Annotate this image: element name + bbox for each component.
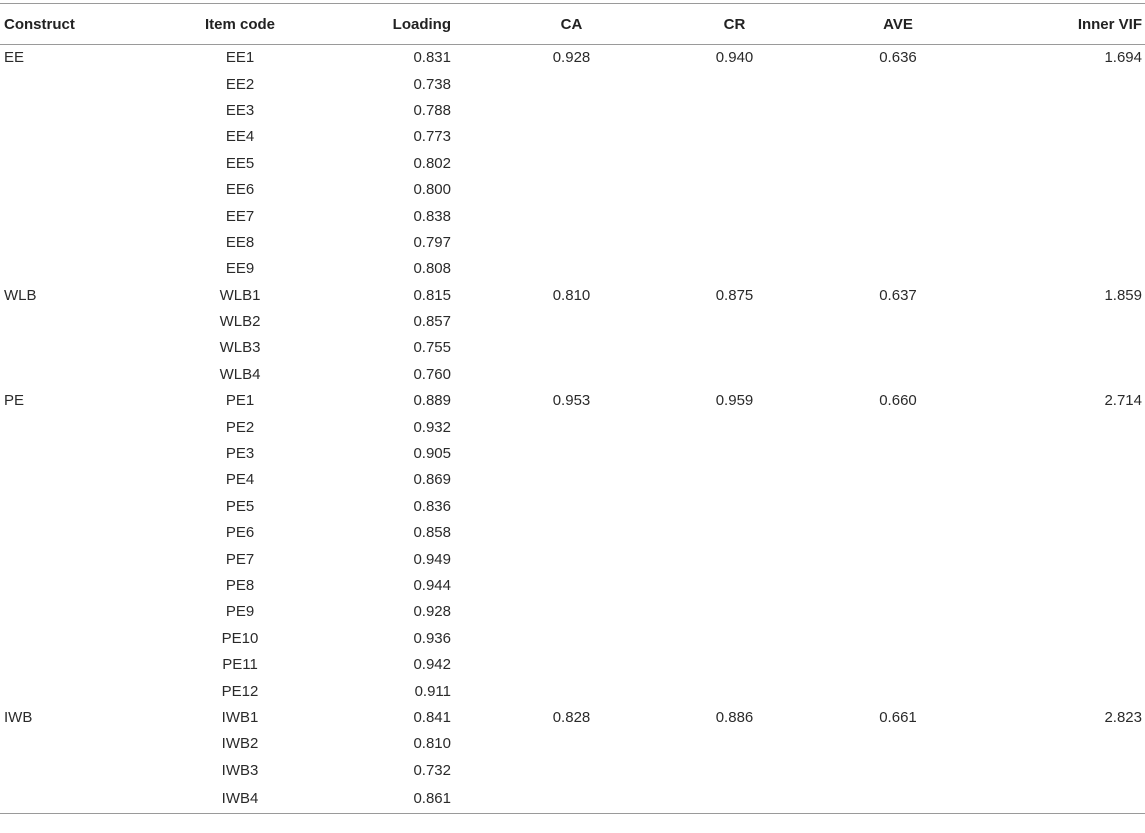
ave-cell — [792, 71, 1004, 97]
ca-cell — [466, 124, 677, 150]
item-code-cell: PE11 — [222, 656, 258, 674]
ca-cell — [466, 493, 677, 519]
cr-cell — [677, 493, 792, 519]
ave-cell — [792, 731, 1004, 757]
table-row — [0, 45, 1145, 71]
item-code-cell: PE12 — [221, 682, 259, 700]
ave-cell: 0.637 — [879, 286, 917, 304]
cr-cell — [677, 335, 792, 361]
loading-cell: 0.797 — [413, 233, 451, 251]
construct-cell — [0, 625, 140, 651]
construct-cell — [0, 493, 140, 519]
inner-vif-cell: 1.694 — [1104, 49, 1142, 67]
construct-cell — [0, 678, 140, 704]
ave-cell — [792, 493, 1004, 519]
loading-cell: 0.831 — [413, 49, 451, 67]
loading-cell: 0.944 — [413, 577, 451, 594]
item-code-cell: IWB2 — [221, 735, 259, 753]
construct-cell — [0, 651, 140, 677]
table-row — [0, 440, 1145, 466]
ca-cell — [466, 440, 677, 466]
item-code-cell: WLB4 — [219, 365, 261, 383]
loading-cell: 0.732 — [413, 761, 451, 779]
ca-cell — [466, 71, 677, 97]
ave-cell — [792, 203, 1004, 229]
inner-vif-cell — [1004, 203, 1145, 229]
ave-cell: 0.660 — [879, 392, 917, 410]
item-code-cell: PE7 — [225, 550, 255, 568]
item-code-cell: WLB2 — [219, 313, 261, 331]
item-code-cell: EE1 — [225, 49, 255, 67]
ave-cell — [792, 678, 1004, 704]
table-row — [0, 229, 1145, 255]
loading-cell: 0.760 — [413, 365, 451, 383]
construct-cell — [0, 229, 140, 255]
item-code-cell: PE6 — [225, 524, 255, 542]
inner-vif-cell — [1004, 651, 1145, 677]
inner-vif-cell — [1004, 546, 1145, 572]
item-code-cell: EE8 — [225, 233, 255, 251]
item-code-cell: EE4 — [225, 128, 255, 146]
table-row — [0, 414, 1145, 440]
item-code-cell: WLB1 — [219, 286, 261, 304]
ave-cell — [792, 467, 1004, 493]
ave-cell — [792, 361, 1004, 387]
table-row — [0, 467, 1145, 493]
inner-vif-cell — [1004, 124, 1145, 150]
cr-cell — [677, 599, 792, 625]
ca-cell: 0.928 — [552, 49, 591, 67]
construct-cell — [0, 414, 140, 440]
header-ave: AVE — [792, 4, 1004, 45]
cr-cell — [677, 176, 792, 202]
construct-cell — [0, 150, 140, 176]
inner-vif-cell — [1004, 731, 1145, 757]
loading-cell: 0.738 — [413, 75, 451, 93]
ca-cell — [466, 335, 677, 361]
loading-cell: 0.858 — [413, 524, 451, 542]
loading-cell: 0.857 — [413, 313, 451, 331]
cr-cell — [677, 546, 792, 572]
header-construct: Construct — [0, 4, 140, 45]
loading-cell: 0.889 — [413, 392, 451, 410]
construct-cell: PE — [4, 392, 25, 410]
loading-cell: 0.936 — [413, 629, 451, 647]
cr-cell — [677, 440, 792, 466]
ave-cell — [792, 520, 1004, 546]
inner-vif-cell — [1004, 493, 1145, 519]
table-row — [0, 572, 1145, 598]
table-row — [0, 493, 1145, 519]
ave-cell — [792, 229, 1004, 255]
table-row — [0, 203, 1145, 229]
inner-vif-cell — [1004, 414, 1145, 440]
ave-cell — [792, 97, 1004, 123]
construct-cell — [0, 71, 140, 97]
inner-vif-cell: 2.714 — [1104, 392, 1142, 410]
ca-cell — [466, 308, 677, 334]
inner-vif-cell — [1004, 71, 1145, 97]
header-cr: CR — [677, 4, 792, 45]
inner-vif-cell — [1004, 625, 1145, 651]
cr-cell — [677, 229, 792, 255]
ave-cell — [792, 256, 1004, 282]
inner-vif-cell — [1004, 599, 1145, 625]
loading-cell: 0.942 — [413, 656, 451, 674]
construct-cell — [0, 97, 140, 123]
header-loading: Loading — [340, 4, 466, 45]
table-row — [0, 783, 1145, 813]
ave-cell — [792, 440, 1004, 466]
ave-cell — [792, 414, 1004, 440]
table-row — [0, 625, 1145, 651]
loading-cell: 0.905 — [413, 445, 451, 463]
ca-cell — [466, 599, 677, 625]
ave-cell: 0.661 — [879, 708, 917, 726]
cr-cell — [677, 572, 792, 598]
ave-cell — [792, 150, 1004, 176]
item-code-cell: EE9 — [225, 260, 255, 278]
header-ca: CA — [466, 4, 677, 45]
cr-cell — [677, 414, 792, 440]
ca-cell — [466, 97, 677, 123]
item-code-cell: PE1 — [225, 392, 255, 410]
item-code-cell: IWB3 — [221, 761, 259, 779]
inner-vif-cell — [1004, 757, 1145, 783]
cr-cell — [677, 625, 792, 651]
item-code-cell: PE10 — [221, 629, 259, 647]
inner-vif-cell — [1004, 678, 1145, 704]
loading-cell: 0.802 — [413, 154, 451, 172]
ca-cell — [466, 361, 677, 387]
loading-cell: 0.838 — [413, 207, 451, 225]
cr-cell — [677, 97, 792, 123]
construct-cell — [0, 176, 140, 202]
loading-cell: 0.815 — [413, 286, 451, 304]
table-row — [0, 757, 1145, 783]
construct-cell: IWB — [4, 708, 33, 726]
item-code-cell: EE7 — [225, 207, 255, 225]
construct-cell — [0, 783, 140, 813]
ca-cell — [466, 229, 677, 255]
cr-cell — [677, 757, 792, 783]
cr-cell — [677, 256, 792, 282]
inner-vif-cell — [1004, 783, 1145, 813]
construct-cell — [0, 757, 140, 783]
ave-cell — [792, 124, 1004, 150]
table-row — [0, 361, 1145, 387]
table-row — [0, 282, 1145, 308]
cr-cell: 0.959 — [715, 392, 754, 410]
cr-cell — [677, 651, 792, 677]
ca-cell — [466, 651, 677, 677]
table-row — [0, 176, 1145, 202]
loading-cell: 0.928 — [413, 603, 451, 621]
table-row — [0, 150, 1145, 176]
cr-cell — [677, 71, 792, 97]
ca-cell — [466, 678, 677, 704]
ave-cell — [792, 308, 1004, 334]
construct-cell — [0, 572, 140, 598]
inner-vif-cell — [1004, 308, 1145, 334]
loading-cell: 0.808 — [413, 260, 451, 278]
ca-cell — [466, 414, 677, 440]
construct-cell — [0, 256, 140, 282]
item-code-cell: EE2 — [225, 75, 255, 93]
loading-cell: 0.861 — [340, 783, 466, 813]
table-row — [0, 71, 1145, 97]
ca-cell — [466, 176, 677, 202]
table-row — [0, 124, 1145, 150]
item-code-cell: PE9 — [225, 603, 255, 621]
table-row — [0, 731, 1145, 757]
table-row — [0, 388, 1145, 414]
ave-cell — [792, 176, 1004, 202]
construct-cell — [0, 361, 140, 387]
cr-cell — [677, 361, 792, 387]
loading-cell: 0.911 — [414, 682, 451, 700]
inner-vif-cell — [1004, 572, 1145, 598]
item-code-cell: PE8 — [225, 577, 255, 594]
cr-cell — [677, 783, 792, 813]
cr-cell — [677, 308, 792, 334]
loading-cell: 0.869 — [413, 471, 451, 489]
table-row — [0, 97, 1145, 123]
table-row — [0, 651, 1145, 677]
table-body — [0, 45, 1145, 814]
table-header — [0, 4, 1145, 45]
ca-cell — [466, 467, 677, 493]
ca-cell — [466, 625, 677, 651]
item-code-cell: EE3 — [225, 101, 255, 119]
construct-cell — [0, 440, 140, 466]
inner-vif-cell — [1004, 440, 1145, 466]
cr-cell — [677, 678, 792, 704]
table-row — [0, 599, 1145, 625]
loading-cell: 0.841 — [413, 708, 451, 726]
header-row — [0, 4, 1145, 45]
construct-cell — [0, 731, 140, 757]
inner-vif-cell — [1004, 97, 1145, 123]
ca-cell: 0.828 — [552, 708, 591, 726]
ave-cell — [792, 546, 1004, 572]
table-row — [0, 308, 1145, 334]
ca-cell: 0.953 — [552, 392, 591, 410]
loading-cell: 0.773 — [413, 128, 451, 146]
table-row — [0, 546, 1145, 572]
item-code-cell: IWB4 — [140, 783, 340, 813]
inner-vif-cell: 1.859 — [1104, 286, 1142, 304]
cr-cell — [677, 467, 792, 493]
ave-cell — [792, 335, 1004, 361]
ca-cell — [466, 150, 677, 176]
cr-cell: 0.940 — [715, 49, 754, 67]
ave-cell — [792, 783, 1004, 813]
ave-cell — [792, 572, 1004, 598]
item-code-cell: EE6 — [225, 181, 255, 199]
inner-vif-cell — [1004, 467, 1145, 493]
loading-cell: 0.788 — [413, 101, 451, 119]
ave-cell — [792, 599, 1004, 625]
ave-cell — [792, 757, 1004, 783]
item-code-cell: IWB1 — [221, 708, 259, 726]
loading-cell: 0.800 — [413, 181, 451, 199]
ave-cell: 0.636 — [879, 49, 917, 67]
inner-vif-cell — [1004, 150, 1145, 176]
construct-cell — [0, 308, 140, 334]
loading-cell: 0.755 — [413, 339, 451, 357]
construct-cell — [0, 335, 140, 361]
table-row — [0, 256, 1145, 282]
inner-vif-cell — [1004, 176, 1145, 202]
construct-cell — [0, 599, 140, 625]
header-item-code: Item code — [140, 4, 340, 45]
construct-cell — [0, 520, 140, 546]
inner-vif-cell — [1004, 256, 1145, 282]
table-row — [0, 335, 1145, 361]
table-row — [0, 678, 1145, 704]
loading-cell: 0.836 — [413, 497, 451, 515]
ca-cell — [466, 256, 677, 282]
item-code-cell: PE5 — [225, 497, 255, 515]
item-code-cell: WLB3 — [219, 339, 261, 357]
cr-cell: 0.875 — [715, 286, 754, 304]
table-row — [0, 520, 1145, 546]
ca-cell — [466, 731, 677, 757]
cr-cell — [677, 731, 792, 757]
item-code-cell: EE5 — [225, 154, 255, 172]
inner-vif-cell: 2.823 — [1104, 708, 1142, 726]
table-row — [0, 704, 1145, 730]
measurement-table — [0, 3, 1145, 814]
inner-vif-cell — [1004, 520, 1145, 546]
construct-cell: EE — [4, 49, 25, 67]
ca-cell — [466, 546, 677, 572]
cr-cell — [677, 150, 792, 176]
inner-vif-cell — [1004, 361, 1145, 387]
inner-vif-cell — [1004, 335, 1145, 361]
ca-cell — [466, 783, 677, 813]
ca-cell — [466, 203, 677, 229]
construct-cell: WLB — [4, 286, 37, 304]
loading-cell: 0.932 — [413, 418, 451, 436]
construct-cell — [0, 467, 140, 493]
item-code-cell: PE4 — [225, 471, 255, 489]
ca-cell — [466, 572, 677, 598]
ca-cell — [466, 757, 677, 783]
loading-cell: 0.949 — [413, 550, 451, 568]
cr-cell: 0.886 — [715, 708, 754, 726]
ca-cell: 0.810 — [552, 286, 591, 304]
header-inner-vif: Inner VIF — [1004, 4, 1145, 45]
loading-cell: 0.810 — [413, 735, 451, 753]
cr-cell — [677, 520, 792, 546]
ave-cell — [792, 651, 1004, 677]
cr-cell — [677, 203, 792, 229]
construct-cell — [0, 546, 140, 572]
construct-cell — [0, 124, 140, 150]
inner-vif-cell — [1004, 229, 1145, 255]
construct-cell — [0, 203, 140, 229]
ca-cell — [466, 520, 677, 546]
ave-cell — [792, 625, 1004, 651]
cr-cell — [677, 124, 792, 150]
item-code-cell: PE2 — [225, 418, 255, 436]
item-code-cell: PE3 — [225, 445, 255, 463]
